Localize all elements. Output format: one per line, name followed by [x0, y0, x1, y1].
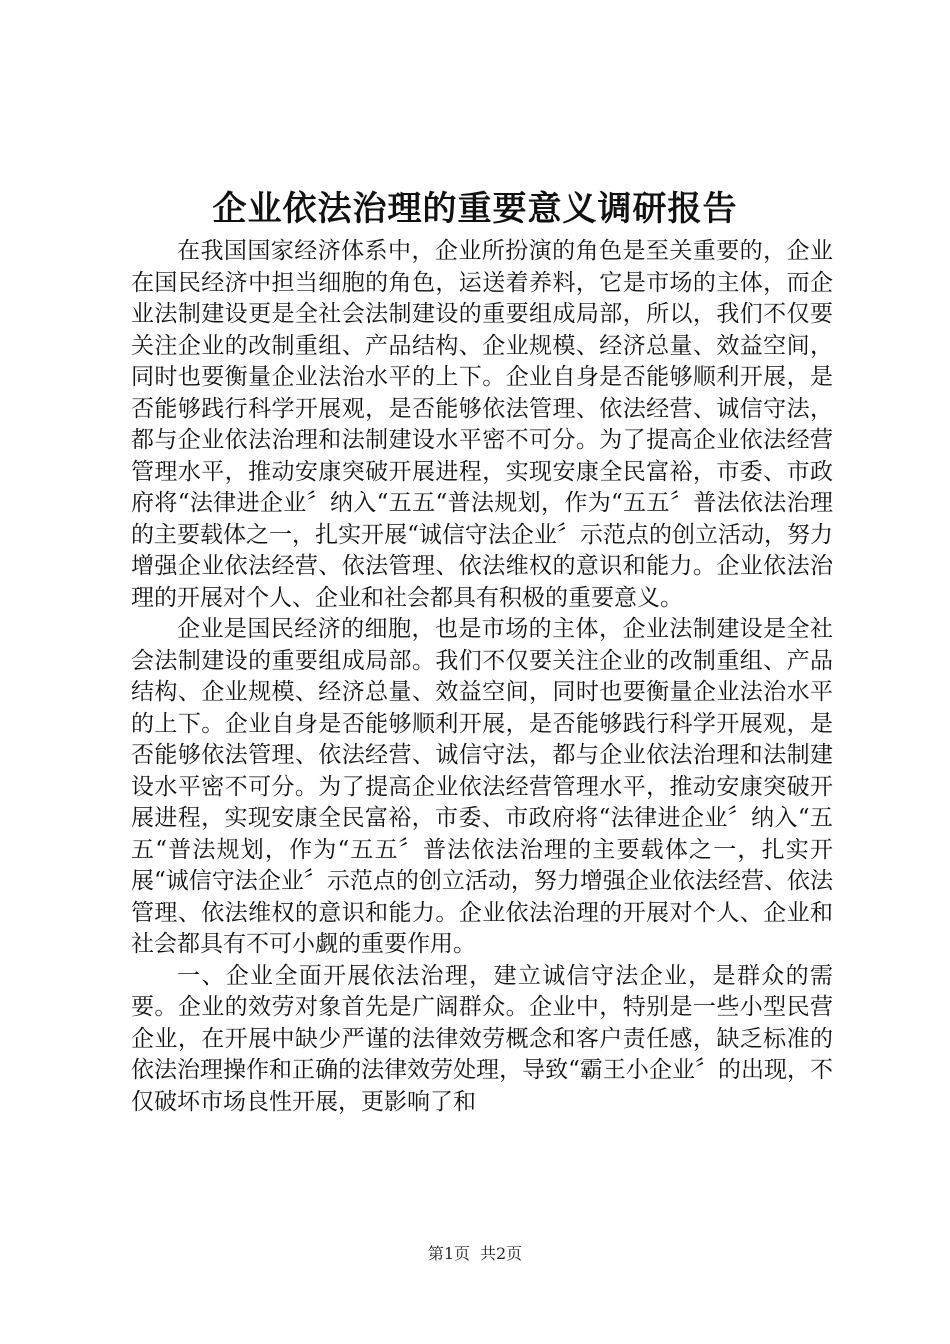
paragraph: 企业是国民经济的细胞，也是市场的主体，企业法制建设是全社会法制建设的重要组成局部。我们不仅要关注企业的改制重组、产品结构、企业规模、经济总量、效益空间，同时也要衡量企业法治水平的上下。企业自身是否能够顺利开展，是否能够践行科学开展观，是否能够依法管理、依法经营、诚信守法，都与企业依法治理和法制建设水平密不可分。为了提高企业依法经营管理水平，推动安康突破开展进程，实现安康全民富裕，市委、市政府将“法律进企业〞纳入“五五“普法规划，作为“五五〞普法依法治理的主要载体之一，扎实开展“诚信守法企业〞示范点的创立活动，努力增强企业依法经营、依法管理、依法维权的意识和能力。企业依法治理的开展对个人、企业和社会都具有不可小觑的重要作用。: [131, 616, 833, 957]
paragraph: 一、企业全面开展依法治理，建立诚信守法企业，是群众的需要。企业的效劳对象首先是广阔群众。企业中，特别是一些小型民营企业，在开展中缺少严谨的法律效劳概念和客户责任感，缺乏标准的依法治理操作和正确的法律效劳处理，导致“霸王小企业〞的出现，不仅破坏市场良性开展，更影响了和: [131, 962, 833, 1115]
page-footer: [0, 1242, 950, 1266]
document-title: 企业依法治理的重要意义调研报告: [212, 189, 738, 229]
page-number: 第1页: [427, 1244, 470, 1263]
paragraph: 在我国国家经济体系中，企业所扮演的角色是至关重要的，企业在国民经济中担当细胞的角色，运送着养料，它是市场的主体，而企业法制建设更是全社会法制建设的重要组成局部，所以，我们不仅要关注企业的改制重组、产品结构、企业规模、经济总量、效益空间，同时也要衡量企业法治水平的上下。企业自身是否能够顺利开展，是否能够践行科学开展观，是否能够依法管理、依法经营、诚信守法，都与企业依法治理和法制建设水平密不可分。为了提高企业依法经营管理水平，推动安康突破开展进程，实现安康全民富裕，市委、市政府将“法律进企业〞纳入“五五“普法规划，作为“五五〞普法依法治理的主要载体之一，扎实开展“诚信守法企业〞示范点的创立活动，努力增强企业依法经营、依法管理、依法维权的意识和能力。企业依法治理的开展对个人、企业和社会都具有积极的重要意义。: [131, 238, 833, 611]
document-body: [131, 236, 833, 1118]
page-total: 共2页: [480, 1244, 523, 1263]
